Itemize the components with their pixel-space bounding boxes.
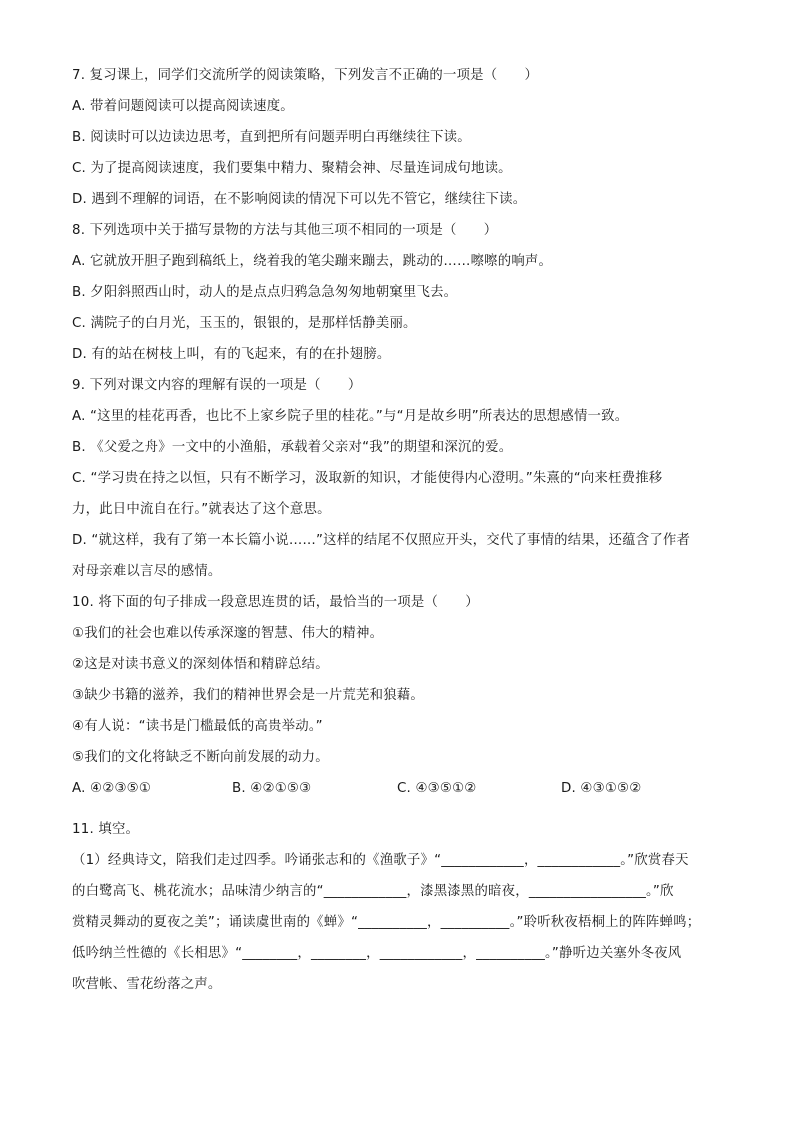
question-9-option-b: B. 《父爱之舟》一文中的小渔船，承载着父亲对“我”的期望和深沉的爱。 [72, 440, 513, 455]
question-8-option-a: A. 它就放开胆子跑到稿纸上，绕着我的笔尖蹦来蹦去，跳动的……嚓嚓的响声。 [72, 254, 553, 269]
question-10-option-b: B. ④②①⑤③ [232, 781, 312, 796]
question-8-option-b: B. 夕阳斜照西山时，动人的是点点归鸦急急匆匆地朝窠里飞去。 [72, 285, 458, 300]
question-7-option-c: C. 为了提高阅读速度，我们要集中精力、聚精会神、尽量连词成句地读。 [72, 161, 512, 176]
question-11-paragraph-line5: 吹营帐、雪花纷落之声。 [72, 977, 222, 992]
question-10-option-c: C. ④③⑤①② [397, 781, 477, 796]
question-11-paragraph-line3: 赏精灵舞动的夏夜之美”；诵读虞世南的《蝉》“__________，__________。”聆听秋夜梧桐上的阵阵蝉鸣； [72, 915, 701, 930]
question-10-option-a: A. ④②③⑤① [72, 781, 152, 796]
question-11-paragraph-line1: （1）经典诗文，陪我们走过四季。吟诵张志和的《渔歌子》“____________，____________。”欣赏春天 [72, 853, 689, 868]
question-9-option-d-line1: D. “就这样，我有了第一本长篇小说……”这样的结尾不仅照应开头，交代了事情的结果，还蕴含了作者 [72, 533, 691, 548]
question-7-option-b: B. 阅读时可以边读边思考，直到把所有问题弄明白再继续往下读。 [72, 130, 471, 145]
question-10-sentence-1: ①我们的社会也难以传承深邃的智慧、伟大的精神。 [72, 626, 384, 641]
question-8-option-d: D. 有的站在树枝上叫，有的飞起来，有的在扑翅膀。 [72, 347, 391, 362]
question-10-sentence-5: ⑤我们的文化将缺乏不断向前发展的动力。 [72, 750, 329, 765]
question-10-option-d: D. ④③①⑤② [561, 781, 642, 796]
question-9-option-c-line2: 力，此日中流自在行。”就表达了这个意思。 [72, 502, 331, 517]
question-7-stem: 7. 复习课上，同学们交流所学的阅读策略，下列发言不正确的一项是（ ） [72, 68, 539, 83]
question-9-option-a: A. “这里的桂花再香，也比不上家乡院子里的桂花。”与“月是故乡明”所表达的思想感情一致。 [72, 409, 629, 424]
question-10-stem: 10. 将下面的句子排成一段意思连贯的话，最恰当的一项是（ ） [72, 595, 479, 610]
question-10-options [72, 773, 732, 804]
question-9-stem: 9. 下列对课文内容的理解有误的一项是（ ） [72, 378, 362, 393]
question-11-stem: 11. 填空。 [72, 822, 140, 837]
question-9-option-d-line2: 对母亲难以言尽的感情。 [72, 564, 222, 579]
question-10-sentence-3: ③缺少书籍的滋养，我们的精神世界会是一片荒芜和狼藉。 [72, 688, 424, 703]
document-page [72, 60, 732, 1000]
question-7-option-a: A. 带着问题阅读可以提高阅读速度。 [72, 99, 294, 114]
question-7-option-d: D. 遇到不理解的词语，在不影响阅读的情况下可以先不管它，继续往下读。 [72, 192, 527, 207]
question-8-option-c: C. 满院子的白月光，玉玉的，银银的，是那样恬静美丽。 [72, 316, 417, 331]
question-10-sentence-2: ②这是对读书意义的深刻体悟和精辟总结。 [72, 657, 329, 672]
question-11-paragraph-line2: 的白鹭高飞、桃花流水；品味清少纳言的“____________，漆黑漆黑的暗夜，_________________。”欣 [72, 884, 674, 899]
question-8-stem: 8. 下列选项中关于描写景物的方法与其他三项不相同的一项是（ ） [72, 223, 498, 238]
question-11-paragraph-line4: 低吟纳兰性德的《长相思》“________，________，____________，__________。”静听边关塞外冬夜风 [72, 946, 682, 961]
question-10-sentence-4: ④有人说：“读书是门槛最低的高贵举动。” [72, 719, 323, 734]
question-9-option-c-line1: C. “学习贵在持之以恒，只有不断学习，汲取新的知识，才能使得内心澄明。”朱熹的“向来枉费推移 [72, 471, 663, 486]
